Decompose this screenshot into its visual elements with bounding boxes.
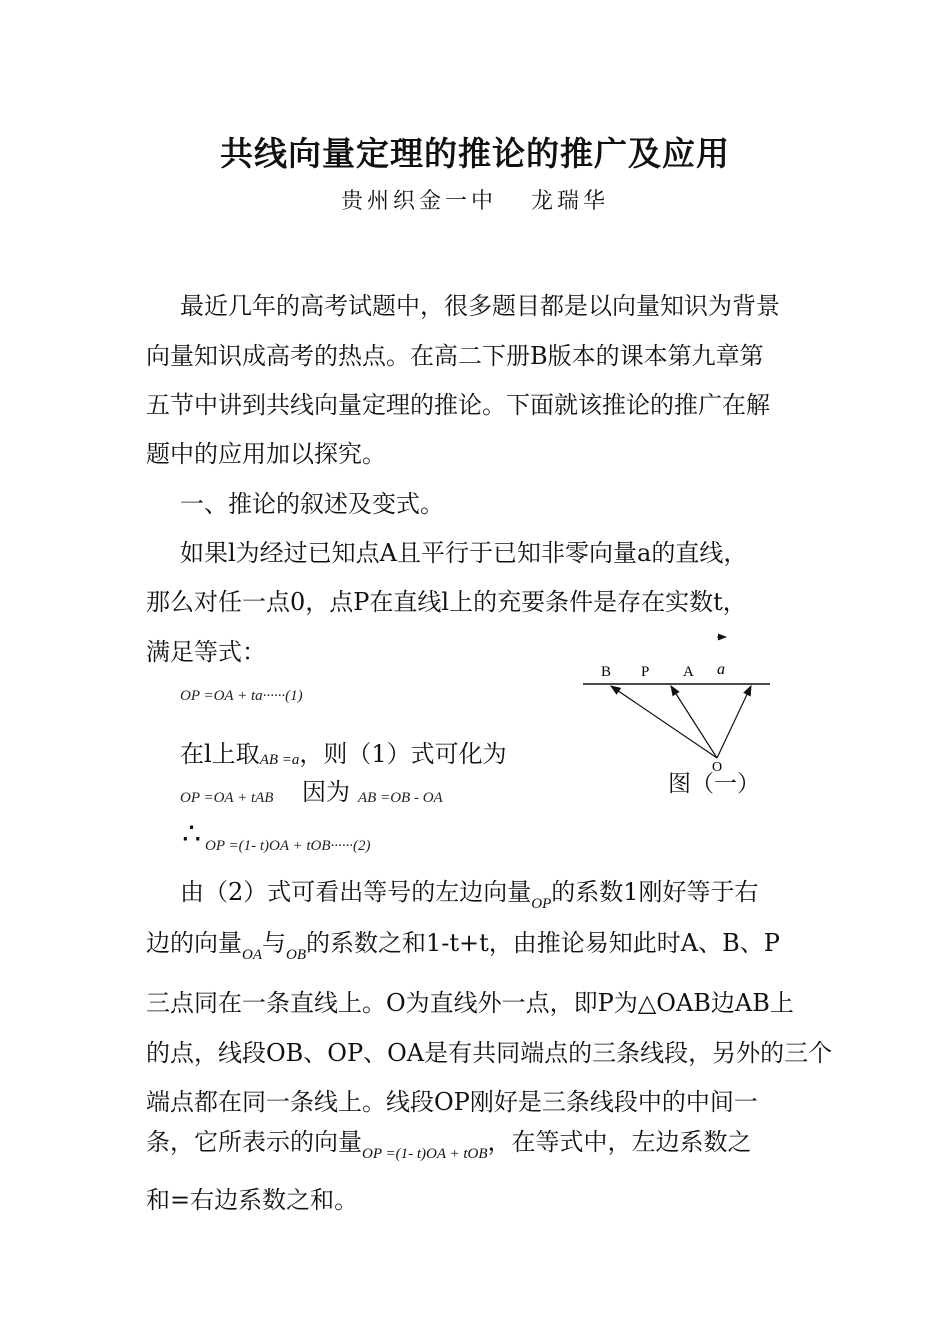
equation-ab: AB =a [259, 752, 300, 768]
paragraph-line: 满足等式： [146, 638, 266, 666]
label-b: B [601, 664, 612, 680]
author-name: 龙瑞华 [531, 189, 610, 214]
vector-diagram [575, 630, 805, 780]
text: 与 [262, 929, 286, 957]
equation-4: OP =(1- t)OA + tOB······(2) [205, 838, 371, 854]
text: 条，它所表示的向量 [146, 1128, 362, 1156]
vector-op: OP [531, 896, 552, 912]
paragraph-line: 那么对任一点0，点P在直线l上的充要条件是存在实数t， [146, 588, 747, 616]
label-p: P [641, 664, 650, 680]
equation-2: OP =OA + tAB [180, 790, 274, 806]
paragraph-line [180, 872, 759, 912]
vector-oa-arrow [717, 686, 751, 758]
vector-ob: OB [286, 947, 306, 963]
label-a: A [683, 664, 694, 680]
paragraph-line [180, 734, 507, 769]
paragraph-line: 如果l为经过已知点A且平行于已知非零向量a的直线， [180, 539, 748, 567]
label-vector-a: a [717, 661, 725, 678]
paragraph-line: 三点同在一条直线上。O为直线外一点，即P为△OAB边AB上 [146, 989, 794, 1017]
therefore-symbol: ∴ [182, 817, 202, 852]
paragraph-line [146, 1122, 752, 1162]
figure-caption: 图（一） [668, 771, 760, 797]
paragraph-line: 最近几年的高考试题中，很多题目都是以向量知识为背景 [180, 292, 780, 320]
author-line [0, 184, 950, 215]
paragraph-line: 的点，线段OB、OP、OA是有共同端点的三条线段，另外的三个 [146, 1039, 833, 1067]
vector-op-arrow [671, 686, 717, 758]
text: 在l上取 [180, 740, 260, 768]
vector-ob-arrow [611, 686, 717, 758]
text: 边的向量 [146, 929, 242, 957]
text: ，则（1）式可化为 [299, 740, 507, 768]
text: ，在等式中，左边系数之 [487, 1128, 752, 1156]
paragraph-line: 端点都在同一条线上。线段OP刚好是三条线段中的中间一 [146, 1088, 758, 1116]
text: 的系数之和1-t+t，由推论易知此时A、B、P [306, 929, 780, 957]
paragraph-line: 题中的应用加以探究。 [146, 440, 386, 468]
paper-title: 共线向量定理的推论的推广及应用 [220, 134, 730, 173]
paragraph-line: 向量知识成高考的热点。在高二下册B版本的课本第九章第 [146, 342, 764, 370]
paragraph-line [146, 923, 780, 963]
because-text: 因为 [302, 778, 350, 806]
equation-inline: OP =(1- t)OA + tOB [362, 1146, 488, 1162]
section-heading: 一、推论的叙述及变式。 [180, 490, 444, 518]
equation-1: OP =OA + ta······(1) [180, 688, 303, 704]
equation-3: AB =OB - OA [358, 790, 443, 806]
paragraph-line: 和=右边系数之和。 [146, 1186, 359, 1214]
author-school: 贵州织金一中 [340, 189, 497, 214]
text: 由（2）式可看出等号的左边向量 [180, 878, 532, 906]
paragraph-line: 五节中讲到共线向量定理的推论。下面就该推论的推广在解 [146, 391, 770, 419]
text: 的系数1刚好等于右 [551, 878, 759, 906]
vector-oa: OA [242, 947, 262, 963]
label-o: O [712, 760, 723, 775]
